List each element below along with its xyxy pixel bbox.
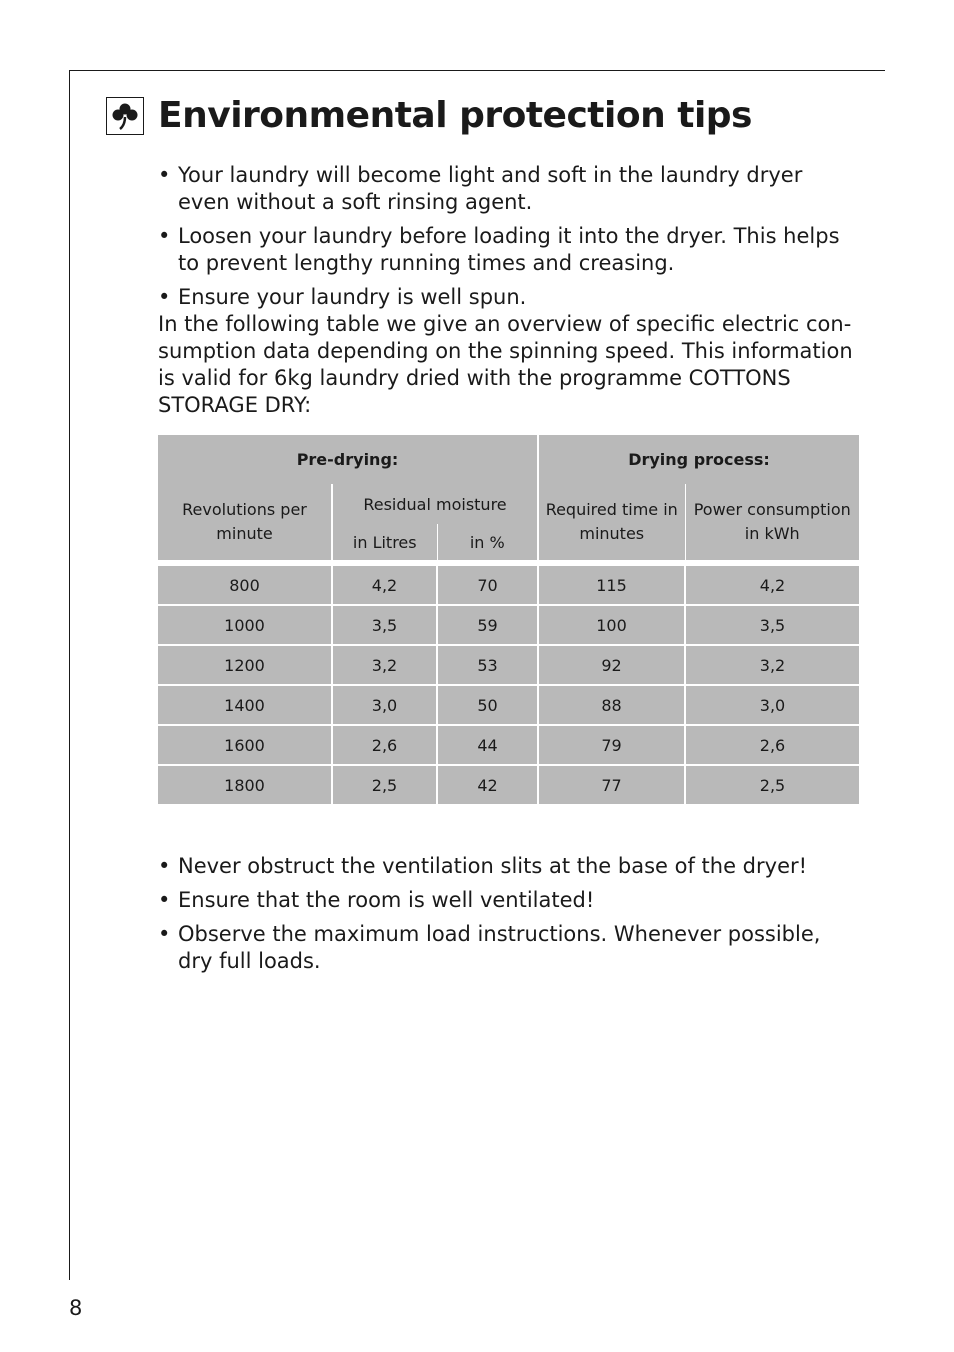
left-rule	[69, 70, 70, 1280]
cell-time: 79	[538, 725, 685, 765]
cell-percent: 44	[437, 725, 538, 765]
cell-power: 3,2	[685, 645, 859, 685]
title-row	[106, 94, 752, 138]
col-header-percent: in %	[437, 524, 538, 560]
cell-percent: 59	[437, 605, 538, 645]
table-row	[158, 725, 859, 765]
consumption-table	[158, 435, 859, 806]
cell-power: 3,5	[685, 605, 859, 645]
cell-litres: 3,0	[332, 685, 437, 725]
col-header-power-consumption: Power consumption in kWh	[685, 484, 859, 560]
outro-section	[158, 853, 858, 982]
col-header-required-time: Required time in minutes	[538, 484, 685, 560]
cell-rpm: 800	[158, 566, 332, 605]
cell-percent: 53	[437, 645, 538, 685]
cell-litres: 3,2	[332, 645, 437, 685]
page-title: Environmental protection tips	[158, 95, 752, 136]
bullet-item: • Your laundry will become light and soft in the laundry dryer even without a soft rinsing agent.	[158, 162, 858, 216]
cell-litres: 4,2	[332, 566, 437, 605]
page-number: 8	[69, 1296, 83, 1320]
table-row	[158, 685, 859, 725]
col-header-rpm: Revolutions per minute	[158, 484, 332, 560]
col-header-litres: in Litres	[332, 524, 437, 560]
col-header-residual-moisture: Residual moisture	[332, 484, 538, 524]
cell-power: 2,6	[685, 725, 859, 765]
bullet-item: • Ensure your laundry is well spun.	[158, 284, 858, 311]
cell-litres: 3,5	[332, 605, 437, 645]
cell-rpm: 1200	[158, 645, 332, 685]
bullet-item: • Loosen your laundry before loading it into the dryer. This helps to prevent lengthy running times and creasing.	[158, 223, 858, 277]
cell-rpm: 1000	[158, 605, 332, 645]
cell-power: 4,2	[685, 566, 859, 605]
cell-time: 92	[538, 645, 685, 685]
cell-time: 88	[538, 685, 685, 725]
cell-percent: 70	[437, 566, 538, 605]
intro-section	[158, 162, 858, 419]
cell-time: 115	[538, 566, 685, 605]
cell-power: 2,5	[685, 765, 859, 805]
cell-rpm: 1600	[158, 725, 332, 765]
cell-litres: 2,5	[332, 765, 437, 805]
table-row	[158, 566, 859, 605]
cell-percent: 50	[437, 685, 538, 725]
top-rule	[69, 70, 885, 71]
cell-percent: 42	[437, 765, 538, 805]
cell-rpm: 1400	[158, 685, 332, 725]
intro-paragraph: In the following table we give an overview of specific electric con-sumption data depending on the spinning speed. This information is valid for 6kg laundry dried with the programme COTTONS STORAGE DRY:	[158, 312, 853, 417]
group-header-pre-drying: Pre-drying:	[158, 435, 538, 484]
cell-time: 100	[538, 605, 685, 645]
table-row	[158, 765, 859, 805]
bullet-item: • Observe the maximum load instructions. Whenever possible, dry full loads.	[158, 921, 858, 975]
shamrock-icon	[106, 97, 144, 135]
bullet-item: • Ensure that the room is well ventilated!	[158, 887, 858, 914]
group-header-drying-process: Drying process:	[538, 435, 859, 484]
cell-time: 77	[538, 765, 685, 805]
cell-litres: 2,6	[332, 725, 437, 765]
bullet-item: • Never obstruct the ventilation slits at the base of the dryer!	[158, 853, 858, 880]
table-row	[158, 645, 859, 685]
cell-power: 3,0	[685, 685, 859, 725]
cell-rpm: 1800	[158, 765, 332, 805]
table-row	[158, 605, 859, 645]
